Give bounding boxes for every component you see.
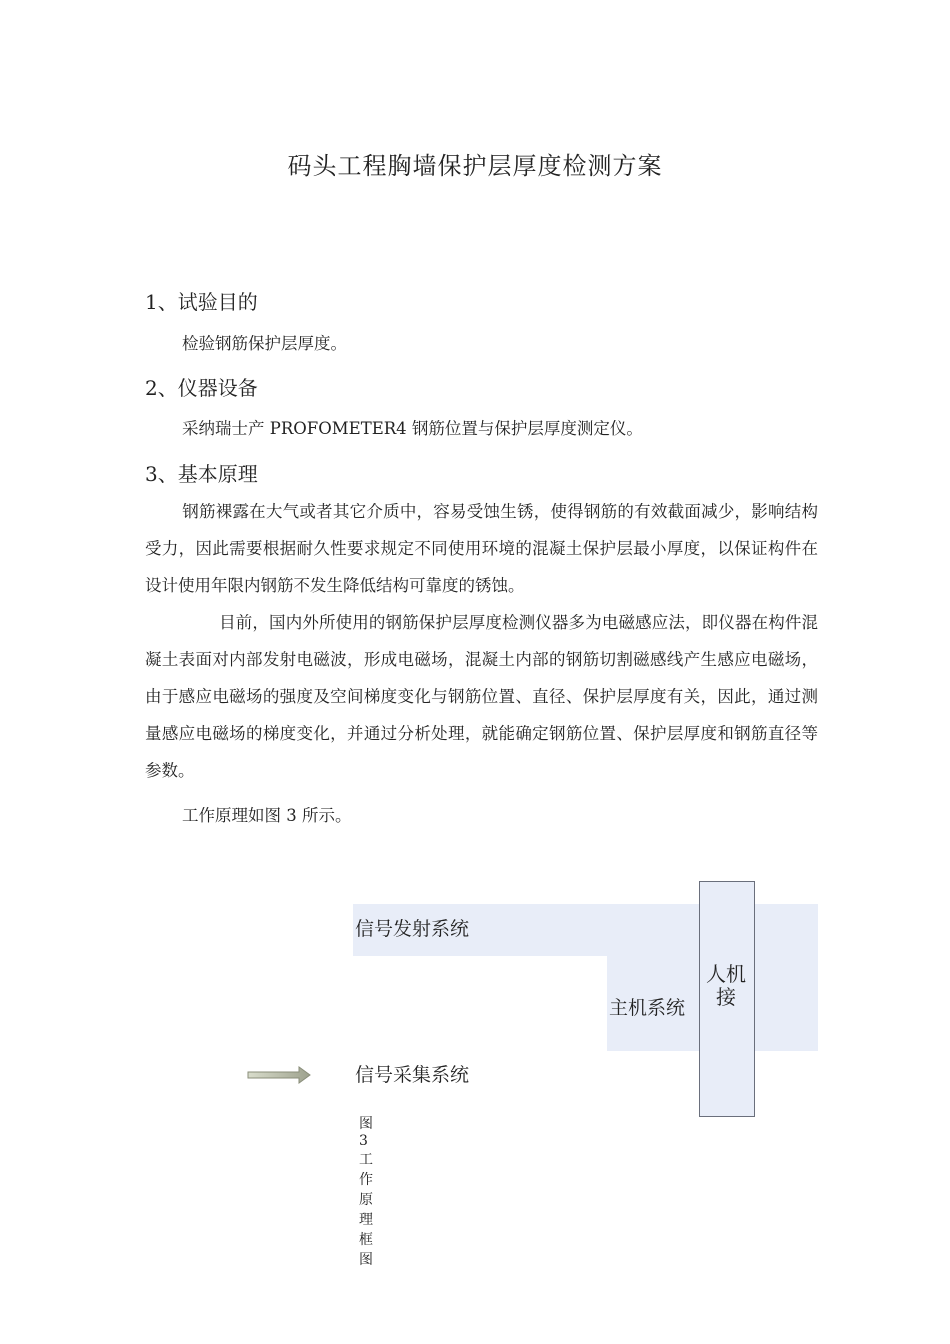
right-arrow-icon [247,1064,313,1086]
section-heading-principle: 3、基本原理 [145,462,258,486]
hmi-label: 人机接 [706,962,746,1009]
principle-paragraph-2-text: 目前，国内外所使用的钢筋保护层厚度检测仪器多为电磁感应法，即仪器在构件混凝土表面对内部发射电磁波，形成电磁场，混凝土内部的钢筋切割磁感线产生感应电磁场，由于感应电磁场的强度及空间梯度变化与钢筋位置、直径、保护层厚度有关，因此，通过测量感应电磁场的梯度变化，并通过分析处理，就能确定钢筋位置、保护层厚度和钢筋直径等参数。 [145,613,818,780]
principle-paragraph-1-text: 钢筋裸露在大气或者其它介质中，容易受蚀生锈，使得钢筋的有效截面减少，影响结构受力，因此需要根据耐久性要求规定不同使用环境的混凝土保护层最小厚度，以保证构件在设计使用年限内钢筋不发生降低结构可靠度的锈蚀。 [145,502,818,595]
principle-paragraph-2 [145,604,818,789]
section-text-equipment: 采纳瑞士产 PROFOMETER4 钢筋位置与保护层厚度测定仪。 [182,419,643,438]
principle-paragraph-3: 工作原理如图 3 所示。 [182,806,352,825]
signal-tx-label: 信号发射系统 [355,918,470,940]
document-title: 码头工程胸墙保护层厚度检测方案 [287,152,663,180]
section-heading-equipment: 2、仪器设备 [145,376,258,400]
signal-rx-label: 信号采集系统 [355,1064,470,1086]
diagram-caption: 图 3 工作原理框图 [359,1116,373,1268]
principle-paragraph-1 [145,493,818,604]
main-system-label: 主机系统 [609,997,686,1019]
section-text-purpose: 检验钢筋保护层厚度。 [182,334,347,353]
section-heading-purpose: 1、试验目的 [145,290,258,314]
